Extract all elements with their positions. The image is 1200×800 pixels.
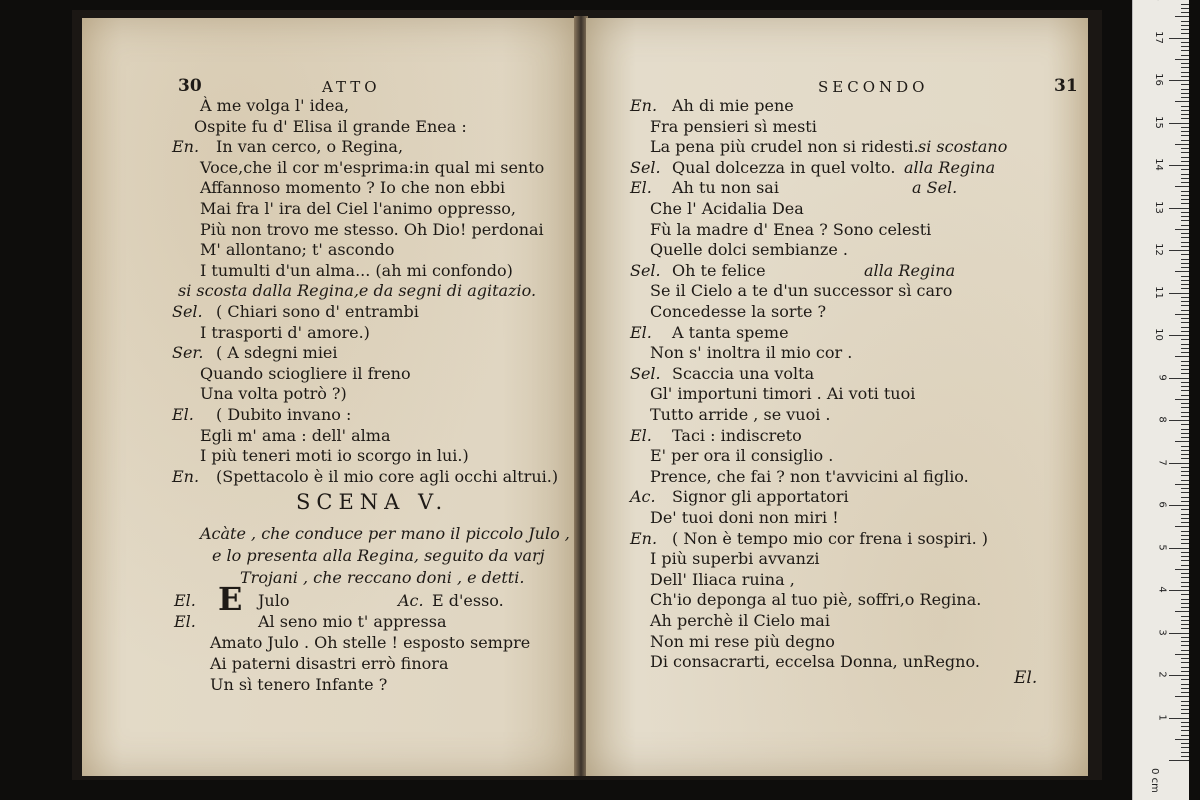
ruler-tick (1181, 369, 1189, 370)
verse-line: Julo (258, 591, 290, 610)
ruler-tick (1181, 203, 1189, 204)
ruler-tick (1181, 4, 1189, 5)
ruler-tick (1181, 429, 1189, 430)
ruler-tick (1175, 399, 1189, 400)
verse-line: Ospite fu d' Elisa il grande Enea : (194, 116, 467, 136)
ruler-tick (1169, 38, 1189, 39)
ruler-tick (1181, 531, 1189, 532)
measurement-ruler (1132, 0, 1189, 800)
ruler-tick (1181, 127, 1189, 128)
ruler-tick (1181, 331, 1189, 332)
verse-line: (Spettacolo è il mio core agli occhi altrui.) (216, 466, 559, 486)
ruler-tick (1181, 267, 1189, 268)
stage-aside: si scostano (918, 137, 1008, 157)
speaker-label: El. (172, 405, 194, 424)
verse-line: I più superbi avvanzi (650, 549, 820, 569)
ruler-tick (1181, 412, 1189, 413)
ruler-tick (1181, 628, 1189, 629)
ruler-tick (1181, 233, 1189, 234)
ruler-tick (1181, 152, 1189, 153)
ruler-tick (1169, 80, 1189, 81)
ruler-tick (1181, 747, 1189, 748)
ruler-tick (1169, 548, 1189, 549)
verse-line: Al seno mio t' appressa (258, 612, 447, 631)
ruler-tick (1169, 463, 1189, 464)
verse-line: Oh te felice (672, 260, 766, 280)
ruler-tick (1181, 276, 1189, 277)
ruler-tick (1181, 594, 1189, 595)
ruler-tick (1181, 67, 1189, 68)
speaker-label: En. (630, 528, 658, 548)
ruler-tick (1181, 12, 1189, 13)
ruler-tick (1169, 420, 1189, 421)
speaker-label: El. (174, 591, 196, 610)
verse-line: Prence, che fai ? non t'avvicini al figlio. (650, 466, 969, 486)
verse-line: I tumulti d'un alma... (ah mi confondo) (200, 260, 513, 280)
ruler-tick (1181, 29, 1189, 30)
ruler-tick (1175, 484, 1189, 485)
ruler-tick (1181, 25, 1189, 26)
verse-line: Quando sciogliere il freno (200, 363, 411, 383)
ruler-tick (1181, 454, 1189, 455)
ruler-tick (1181, 390, 1189, 391)
ruler-tick (1181, 573, 1189, 574)
ruler-tick (1169, 505, 1189, 506)
stage-direction: Acàte , che conduce per mano il piccolo Julo , (200, 524, 570, 543)
ruler-tick (1181, 735, 1189, 736)
ruler-tick (1181, 178, 1189, 179)
ruler-tick (1181, 305, 1189, 306)
stage-direction: Trojani , che reccano doni , e detti. (240, 568, 525, 587)
ruler-tick (1181, 488, 1189, 489)
ruler-tick (1175, 654, 1189, 655)
ruler-tick (1181, 55, 1189, 56)
ruler-tick (1181, 237, 1189, 238)
verse-line: Quelle dolci sembianze . (650, 240, 848, 260)
right-page (586, 18, 1088, 776)
verse-line: Una volta potrò ?) (200, 384, 347, 404)
ruler-tick (1181, 756, 1189, 757)
ruler-tick (1181, 339, 1189, 340)
ruler-tick (1181, 327, 1189, 328)
ruler-tick (1181, 386, 1189, 387)
ruler-tick (1181, 458, 1189, 459)
ruler-tick (1181, 416, 1189, 417)
ruler-number: 1 (1156, 713, 1168, 721)
ruler-tick (1181, 467, 1189, 468)
ruler-tick (1181, 599, 1189, 600)
ruler-tick (1181, 743, 1189, 744)
stage-aside: alla Regina (864, 260, 956, 280)
stage-aside: alla Regina (904, 157, 996, 177)
ruler-tick (1181, 607, 1189, 608)
ruler-tick (1181, 684, 1189, 685)
ruler-tick (1181, 174, 1189, 175)
speaker-label: El. (630, 322, 652, 342)
ruler-tick (1181, 671, 1189, 672)
ruler-tick (1181, 688, 1189, 689)
ruler-tick (1181, 212, 1189, 213)
ruler-tick (1175, 526, 1189, 527)
ruler-number: 3 (1156, 628, 1168, 636)
verse-line: ( Dubito invano : (216, 405, 352, 424)
ruler-tick (1181, 709, 1189, 710)
ruler-tick (1181, 730, 1189, 731)
verse-line: Ch'io deponga al tuo piè, soffri,o Regina. (650, 590, 982, 610)
verse-line: ( Non è tempo mio cor frena i sospiri. ) (672, 528, 989, 548)
ruler-number: 17 (1153, 30, 1165, 44)
ruler-number: 10 (1153, 328, 1165, 341)
ruler-tick (1181, 97, 1189, 98)
ruler-tick (1181, 480, 1189, 481)
ruler-tick (1181, 135, 1189, 136)
ruler-tick (1181, 93, 1189, 94)
ruler-tick (1181, 705, 1189, 706)
ruler-tick (1181, 263, 1189, 264)
ruler-tick (1175, 441, 1189, 442)
ruler-tick (1181, 620, 1189, 621)
verse-line: Scaccia una volta (672, 363, 815, 383)
page-number: 30 (178, 76, 202, 96)
ruler-tick (1181, 658, 1189, 659)
ruler-tick (1181, 297, 1189, 298)
ruler-tick (1181, 195, 1189, 196)
ruler-tick (1169, 718, 1189, 719)
ruler-tick (1181, 662, 1189, 663)
ruler-number: 15 (1153, 115, 1165, 129)
speaker-label: En. (172, 466, 200, 486)
ruler-number: 8 (1156, 416, 1168, 423)
verse-line: ( A sdegni miei (216, 343, 338, 363)
ruler-tick (1169, 590, 1189, 591)
ruler-tick (1181, 543, 1189, 544)
verse-line: Non mi rese più degno (650, 631, 835, 651)
ruler-tick (1175, 271, 1189, 272)
ruler-tick (1181, 42, 1189, 43)
ruler-tick (1181, 501, 1189, 502)
speaker-label: Sel. (630, 157, 661, 177)
ruler-tick (1181, 110, 1189, 111)
ruler-tick (1181, 63, 1189, 64)
ruler-tick (1181, 582, 1189, 583)
ruler-tick (1181, 246, 1189, 247)
ruler-tick (1181, 437, 1189, 438)
catchword: El. (1014, 668, 1038, 688)
ruler-tick (1175, 144, 1189, 145)
verse-line: I più teneri moti io scorgo in lui.) (200, 446, 469, 466)
ruler-tick (1181, 514, 1189, 515)
ruler-tick (1175, 356, 1189, 357)
ruler-tick (1181, 157, 1189, 158)
speaker-label: Sel. (172, 302, 203, 321)
ruler-tick (1181, 616, 1189, 617)
ruler-tick (1181, 216, 1189, 217)
ruler-tick (1181, 21, 1189, 22)
ruler-tick (1181, 72, 1189, 73)
verse-line: Che l' Acidalia Dea (650, 199, 804, 218)
ruler-tick (1181, 446, 1189, 447)
ruler-tick (1181, 713, 1189, 714)
verse-line: ( Chiari sono d' entrambi (216, 302, 419, 321)
ruler-number: 9 (1156, 373, 1168, 381)
verse-line: Amato Julo . Oh stelle ! esposto sempre (210, 633, 531, 652)
verse-line: Di consacrarti, eccelsa Donna, unRegno. (650, 652, 980, 672)
ruler-tick (1181, 148, 1189, 149)
verse-line: Taci : indiscreto (672, 425, 802, 445)
ruler-unit-label: 0 cm (1149, 768, 1161, 793)
ruler-tick (1181, 641, 1189, 642)
ruler-tick (1175, 314, 1189, 315)
ruler-tick (1181, 169, 1189, 170)
verse-line: Fù la madre d' Enea ? Sono celesti (650, 219, 932, 239)
ruler-number: 7 (1156, 458, 1168, 466)
verse-line: Se il Cielo a te d'un successor sì caro (650, 281, 953, 301)
verse-line: Voce,che il cor m'esprima:in qual mi sento (200, 157, 545, 177)
ruler-tick (1181, 624, 1189, 625)
ruler-number: 11 (1153, 285, 1165, 299)
ruler-tick (1181, 497, 1189, 498)
ruler-tick (1175, 16, 1189, 17)
ruler-tick (1181, 191, 1189, 192)
ruler-tick (1181, 552, 1189, 553)
verse-line: Dell' Iliaca ruina , (650, 569, 795, 589)
ruler-tick (1181, 637, 1189, 638)
ruler-tick (1181, 89, 1189, 90)
ruler-tick (1181, 752, 1189, 753)
ruler-tick (1175, 739, 1189, 740)
ruler-tick (1169, 250, 1189, 251)
ruler-tick (1175, 59, 1189, 60)
ruler-tick (1181, 433, 1189, 434)
ruler-tick (1181, 701, 1189, 702)
ruler-tick (1181, 114, 1189, 115)
ruler-tick (1169, 335, 1189, 336)
ruler-tick (1181, 301, 1189, 302)
ruler-tick (1181, 288, 1189, 289)
ruler-tick (1175, 229, 1189, 230)
open-book (72, 10, 1102, 780)
ruler-tick (1181, 310, 1189, 311)
ruler-tick (1181, 118, 1189, 119)
ruler-number (1153, 0, 1164, 1)
verse-line: De' tuoi doni non miri ! (650, 508, 839, 527)
verse-line: Signor gli apportatori (672, 487, 849, 507)
speaker-label: Sel. (630, 260, 661, 280)
ruler-tick (1181, 726, 1189, 727)
ruler-tick (1181, 322, 1189, 323)
verse-line: Ai paterni disastri errò finora (210, 654, 449, 673)
ruler-number: 13 (1153, 200, 1165, 214)
ruler-tick (1169, 208, 1189, 209)
speaker-label: Ac. (630, 487, 656, 507)
ruler-tick (1175, 611, 1189, 612)
ruler-tick (1181, 373, 1189, 374)
verse-line: Affannoso momento ? Io che non ebbi (200, 178, 506, 198)
speaker-label: El. (630, 425, 652, 445)
ruler-tick (1169, 123, 1189, 124)
speaker-label: El. (630, 178, 652, 198)
ruler-tick (1181, 667, 1189, 668)
ruler-tick (1181, 603, 1189, 604)
verse-line: M' allontano; t' ascondo (200, 240, 395, 260)
verse-line: Un sì tenero Infante ? (210, 675, 388, 694)
ruler-tick (1181, 161, 1189, 162)
ruler-tick (1181, 352, 1189, 353)
page-number: 31 (1054, 76, 1078, 96)
ruler-tick (1181, 242, 1189, 243)
ruler-number: 14 (1153, 158, 1165, 171)
ruler-tick (1181, 539, 1189, 540)
ruler-number: 6 (1156, 501, 1168, 508)
ruler-tick (1169, 165, 1189, 166)
verse-line: I trasporti d' amore.) (200, 322, 370, 342)
running-head: SECONDO (818, 78, 929, 96)
verse-line: Gl' importuni timori . Ai voti tuoi (650, 384, 916, 404)
ruler-tick (1181, 586, 1189, 587)
ruler-tick (1181, 344, 1189, 345)
ruler-tick (1169, 675, 1189, 676)
ruler-tick (1181, 509, 1189, 510)
ruler-tick (1181, 280, 1189, 281)
ruler-tick (1181, 692, 1189, 693)
verse-line: Qual dolcezza in quel volto. (672, 157, 896, 177)
ruler-tick (1181, 475, 1189, 476)
ruler-tick (1181, 450, 1189, 451)
ruler-tick (1181, 284, 1189, 285)
speaker-label: En. (172, 137, 200, 157)
ruler-tick (1181, 348, 1189, 349)
ruler-tick (1181, 131, 1189, 132)
ruler-tick (1169, 760, 1189, 761)
ruler-number: 5 (1156, 543, 1168, 551)
ruler-tick (1181, 565, 1189, 566)
ruler-tick (1181, 50, 1189, 51)
ruler-tick (1181, 395, 1189, 396)
ruler-tick (1181, 403, 1189, 404)
ruler-tick (1181, 365, 1189, 366)
ruler-tick (1181, 518, 1189, 519)
speaker-label: El. (174, 612, 196, 631)
verse-line: Ah perchè il Cielo mai (650, 611, 830, 630)
ruler-tick (1181, 722, 1189, 723)
ruler-tick (1181, 679, 1189, 680)
ruler-tick (1175, 569, 1189, 570)
running-head: ATTO (322, 78, 381, 96)
stage-direction: e lo presenta alla Regina, seguito da varj (212, 546, 545, 565)
dropcap: E (218, 580, 243, 618)
verse-line: Mai fra l' ira del Ciel l'animo oppresso, (200, 199, 516, 218)
ruler-tick (1181, 361, 1189, 362)
ruler-tick (1169, 378, 1189, 379)
ruler-tick (1181, 424, 1189, 425)
ruler-tick (1181, 259, 1189, 260)
ruler-tick (1181, 8, 1189, 9)
ruler-number: 2 (1156, 671, 1168, 678)
ruler-tick (1181, 535, 1189, 536)
verse-line: Non s' inoltra il mio cor . (650, 343, 853, 363)
verse-line: Ah di mie pene (672, 96, 794, 115)
ruler-tick (1175, 696, 1189, 697)
ruler-tick (1175, 101, 1189, 102)
verse-line: La pena più crudel non si ridesti. (650, 137, 919, 157)
speaker-label: Ser. (172, 343, 204, 363)
ruler-tick (1181, 407, 1189, 408)
scene-title: SCENA V. (296, 490, 449, 514)
ruler-tick (1181, 140, 1189, 141)
ruler-tick (1181, 522, 1189, 523)
ruler-tick (1169, 633, 1189, 634)
ruler-tick (1181, 556, 1189, 557)
ruler-tick (1181, 645, 1189, 646)
verse-line: Fra pensieri sì mesti (650, 116, 817, 136)
ruler-number: 16 (1153, 73, 1165, 86)
speaker-label: En. (630, 96, 658, 115)
ruler-number: 4 (1156, 586, 1168, 593)
verse-line: Ah tu non sai (672, 178, 779, 198)
ruler-tick (1181, 254, 1189, 255)
ruler-tick (1181, 84, 1189, 85)
verse-line: Concedesse la sorte ? (650, 302, 827, 321)
ruler-tick (1169, 293, 1189, 294)
verse-line: Egli m' ama : dell' alma (200, 425, 391, 445)
verse-line: si scosta dalla Regina,e da segni di agitazio. (178, 281, 537, 301)
ruler-tick (1181, 382, 1189, 383)
verse-line: Tutto arride , se vuoi . (650, 405, 831, 424)
ruler-tick (1181, 560, 1189, 561)
ruler-tick (1181, 471, 1189, 472)
verse-line: À me volga l' idea, (200, 96, 350, 115)
ruler-tick (1181, 318, 1189, 319)
speaker-label: Ac. (398, 591, 424, 610)
ruler-tick (1181, 76, 1189, 77)
verse-line: A tanta speme (672, 322, 789, 342)
speaker-label: Sel. (630, 363, 661, 383)
ruler-tick (1181, 225, 1189, 226)
ruler-tick (1181, 650, 1189, 651)
ruler-tick (1181, 577, 1189, 578)
ruler-tick (1175, 186, 1189, 187)
verse-line: Più non trovo me stesso. Oh Dio! perdonai (200, 219, 544, 239)
verse-line: In van cerco, o Regina, (216, 137, 404, 157)
ruler-number: 12 (1153, 243, 1165, 256)
left-page (82, 18, 576, 776)
ruler-tick (1181, 492, 1189, 493)
ruler-tick (1181, 220, 1189, 221)
stage-aside: a Sel. (912, 178, 958, 198)
ruler-tick (1181, 182, 1189, 183)
verse-line: E d'esso. (432, 591, 504, 610)
ruler-tick (1181, 46, 1189, 47)
ruler-tick (1181, 33, 1189, 34)
ruler-tick (1181, 199, 1189, 200)
ruler-tick (1181, 106, 1189, 107)
verse-line: E' per ora il consiglio . (650, 446, 834, 466)
